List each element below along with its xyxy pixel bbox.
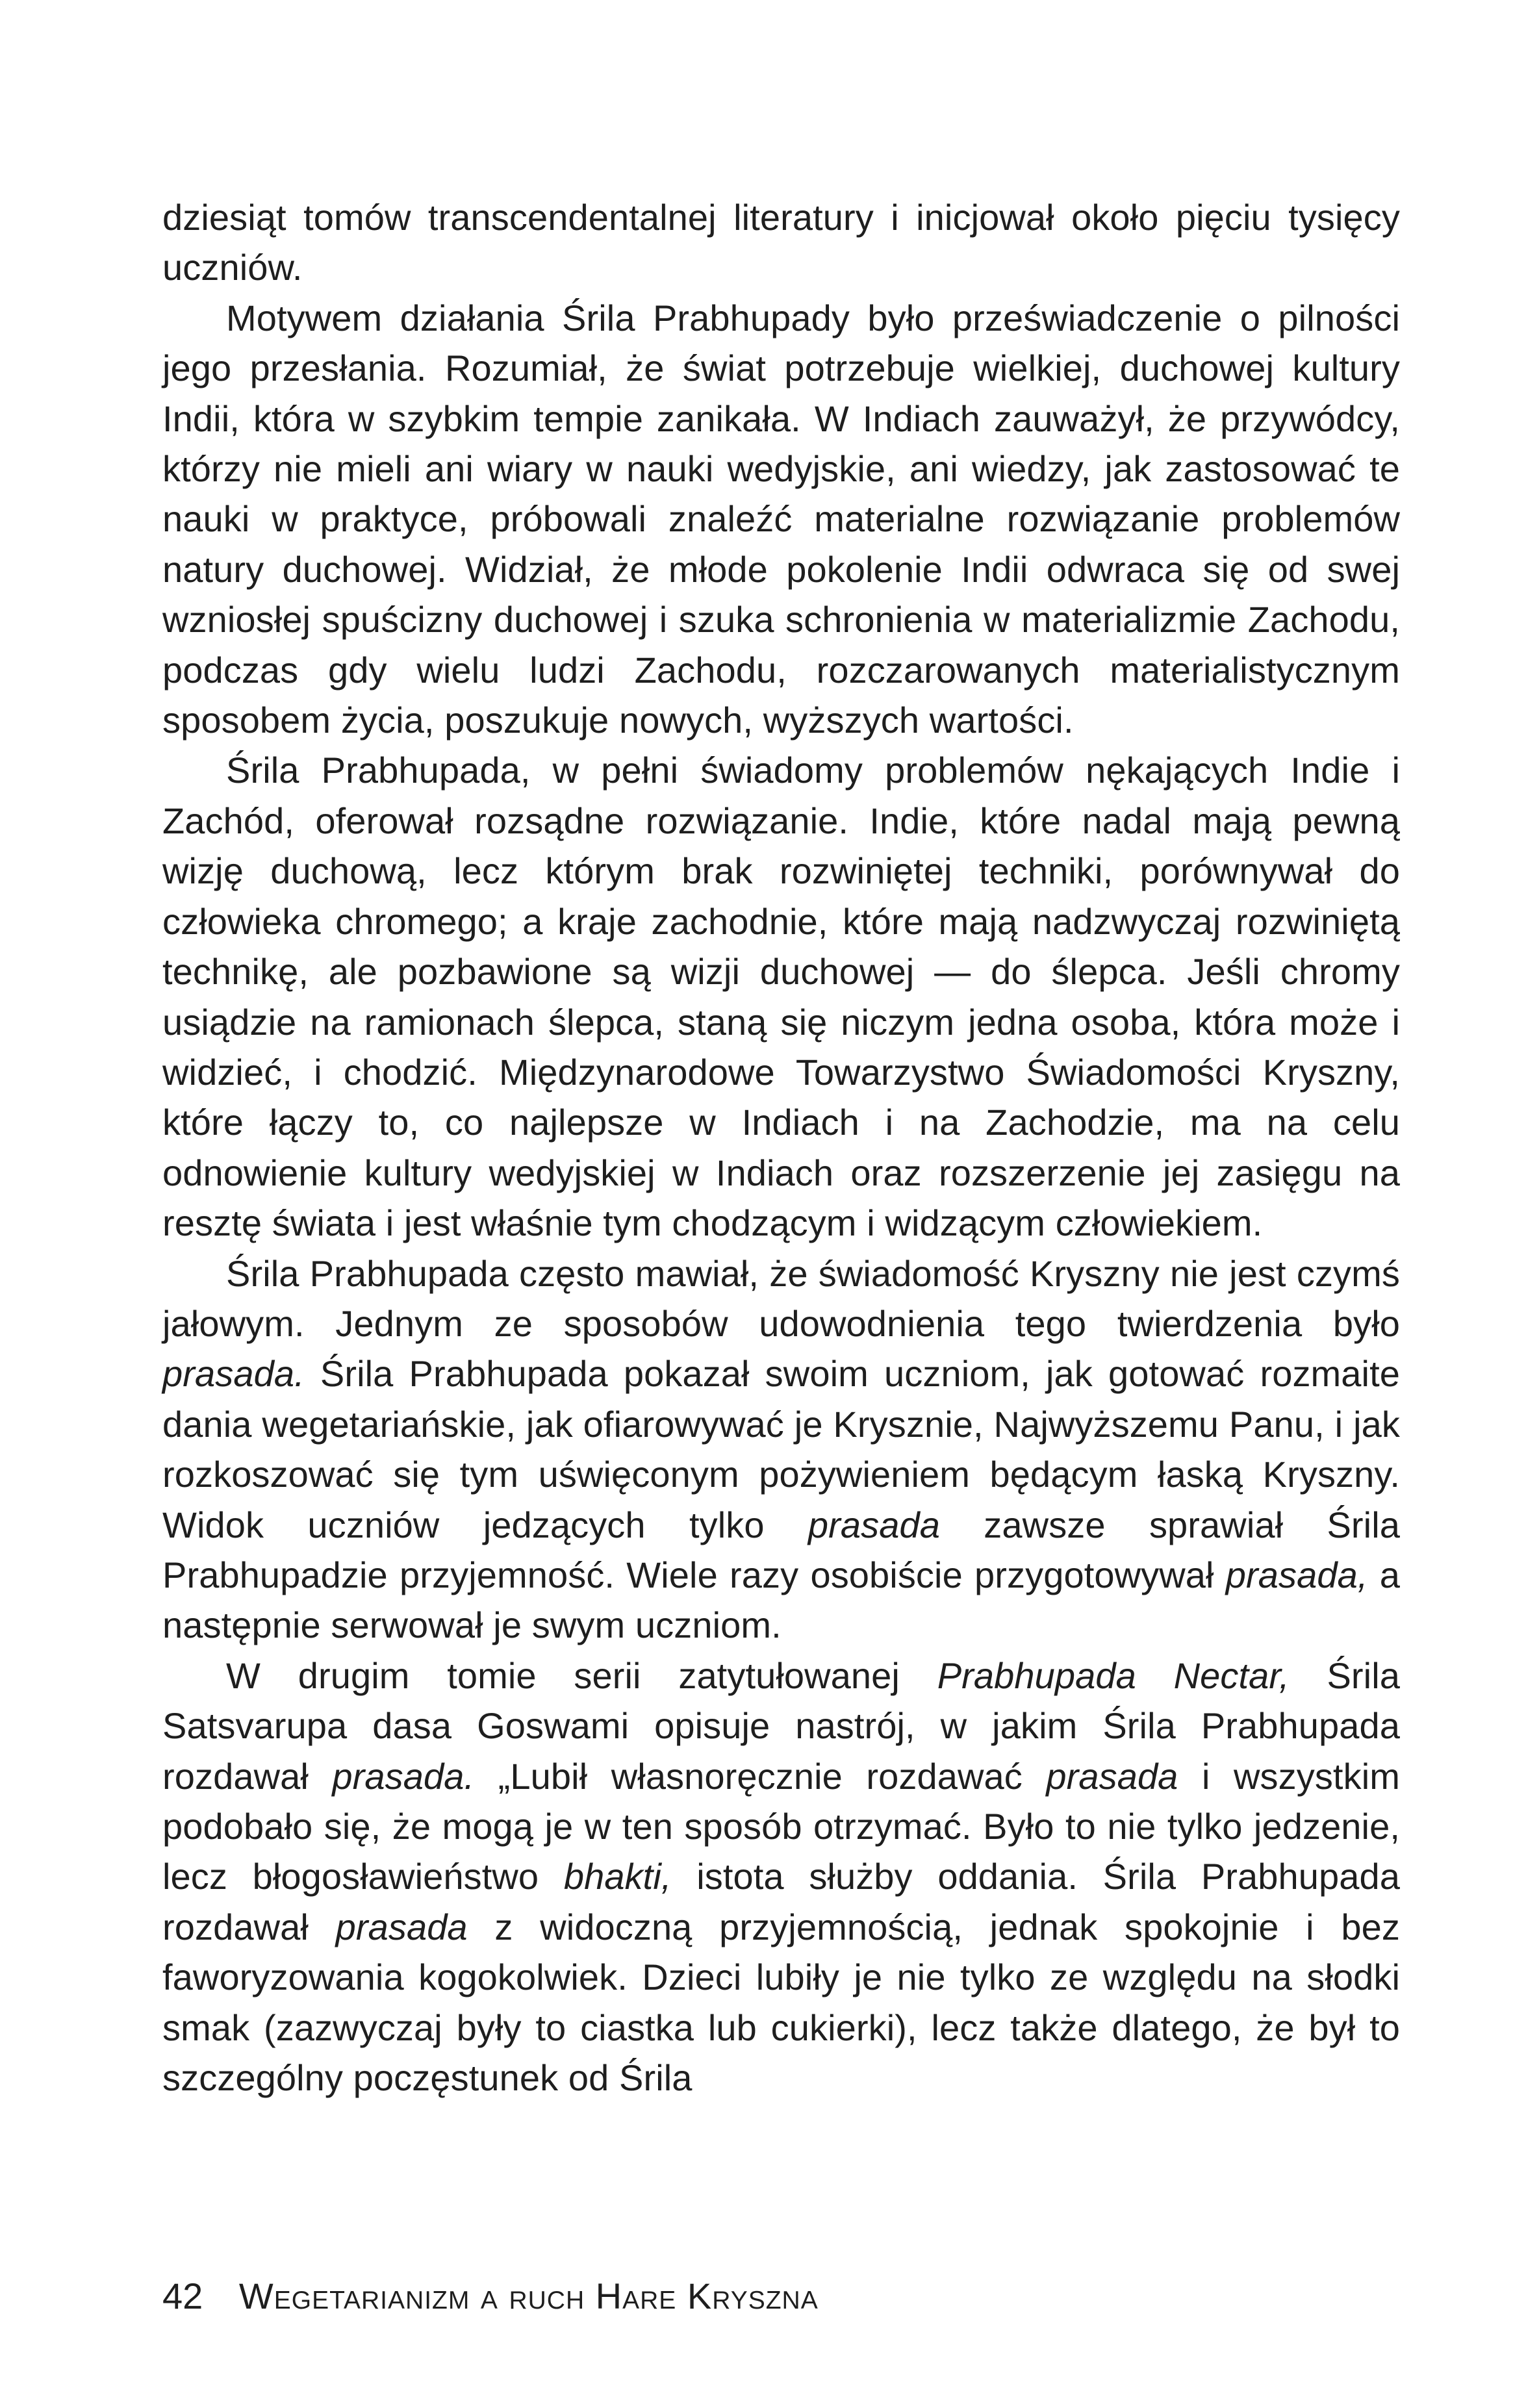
paragraph-3	[162, 745, 1400, 1248]
text-segment: Śrila Satsvarupa dasa Goswami opisuje nastrój, w jakim Śrila Prabhupada rozdawał	[162, 1654, 1400, 1797]
text-segment: i wszystkim podobało się, że mogą je w ten sposób otrzymać. Było to nie tylko jedzenie, lecz błogosławieństwo	[162, 1755, 1400, 1897]
page-number: 42	[162, 2275, 203, 2316]
text-segment: a następnie serwował je swym uczniom.	[162, 1554, 1400, 1646]
paragraph-1	[162, 192, 1400, 293]
italic-term: bhakti,	[563, 1856, 672, 1897]
italic-term: prasada,	[1225, 1554, 1368, 1595]
text-segment: „Lubił własnoręcznie rozdawać	[474, 1755, 1047, 1797]
text-segment: Śrila Prabhupada pokazał swoim uczniom, jak gotować rozmaite dania wegetariańskie, jak ofiarowywać je Krysznie, Najwyższemu Panu, i jak rozkoszować się tym uświęconym pożywieniem będącym łaską Kryszny. Widok uczniów jedzących tylko	[162, 1353, 1400, 1545]
paragraph-2	[162, 293, 1400, 746]
text-segment: zawsze sprawiał Śrila Prabhupadzie przyjemność. Wiele razy osobiście przygotowywał	[162, 1504, 1400, 1595]
text-segment: istota służby oddania. Śrila Prabhupada rozdawał	[162, 1856, 1401, 1947]
text-segment: z widoczną przyjemnością, jednak spokojnie i bez faworyzowania kogokolwiek. Dzieci lubiły je nie tylko ze względu na słodki smak (zazwyczaj były to ciastka lub cukierki), lecz także dlatego, że był to szczególny poczęstunek od Śrila	[162, 1906, 1400, 2099]
running-head: Wegetarianizm a ruch Hare Kryszna	[238, 2275, 819, 2316]
text-segment: dziesiąt tomów transcendentalnej literatury i inicjował około pięciu tysięcy uczniów.	[162, 197, 1400, 288]
italic-term: prasada	[335, 1906, 468, 1947]
page-footer	[162, 2274, 819, 2319]
text-segment: W drugim tomie serii zatytułowanej	[226, 1654, 937, 1696]
italic-term: prasada	[1046, 1755, 1178, 1797]
italic-term: prasada	[808, 1504, 940, 1545]
italic-term: prasada.	[162, 1353, 305, 1395]
text-segment: Motywem działania Śrila Prabhupady było przeświadczenie o pilności jego przesłania. Rozumiał, że świat potrzebuje wielkiej, duchowej kultury Indii, która w szybkim tempie zanikała. W Indiach zauważył, że przywódcy, którzy nie mieli ani wiary w nauki wedyjskie, ani wiedzy, jak zastosować te nauki w praktyce, próbowali znaleźć materialne rozwiązanie problemów natury duchowej. Widział, że młode pokolenie Indii odwraca się od swej wzniosłej spuścizny duchowej i szuka schronienia w materializmie Zachodu, podczas gdy wielu ludzi Zachodu, rozczarowanych materialistycznym sposobem życia, poszukuje nowych, wyższych wartości.	[162, 297, 1400, 741]
body-text	[162, 192, 1400, 2103]
italic-term: Prabhupada Nectar,	[937, 1654, 1290, 1696]
paragraph-4	[162, 1248, 1400, 1651]
italic-term: prasada.	[332, 1755, 475, 1797]
paragraph-5	[162, 1651, 1400, 2103]
text-segment: Śrila Prabhupada często mawiał, że świadomość Kryszny nie jest czymś jałowym. Jednym ze sposobów udowodnienia tego twierdzenia było	[162, 1252, 1400, 1344]
text-segment: Śrila Prabhupada, w pełni świadomy problemów nękających Indie i Zachód, oferował rozsądne rozwiązanie. Indie, które nadal mają pewną wizję duchową, lecz którym brak rozwiniętej techniki, porównywał do człowieka chromego; a kraje zachodnie, które mają nadzwyczaj rozwiniętą technikę, ale pozbawione są wizji duchowej — do ślepca. Jeśli chromy usiądzie na ramionach ślepca, staną się niczym jedna osoba, która może i widzieć, i chodzić. Międzynarodowe Towarzystwo Świadomości Kryszny, które łączy to, co najlepsze w Indiach i na Zachodzie, ma na celu odnowienie kultury wedyjskiej w Indiach oraz rozszerzenie jej zasięgu na resztę świata i jest właśnie tym chodzącym i widzącym człowiekiem.	[162, 750, 1400, 1244]
